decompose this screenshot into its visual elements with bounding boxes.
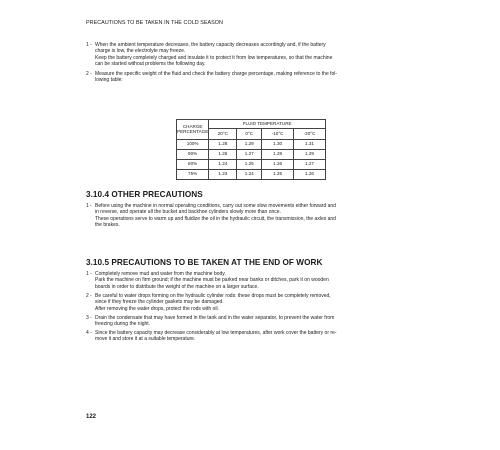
text-line: These operations serve to warm up and fluidize the oil in the hydraulic circuit, the transmission, the axles and xyxy=(95,215,336,222)
value-cell: 1.27 xyxy=(237,150,262,160)
item-number: 1 - xyxy=(86,203,92,209)
section-title-end-of-work: 3.10.5 PRECAUTIONS TO BE TAKEN AT THE END OF WORK xyxy=(86,258,323,267)
text-line: lowing table: xyxy=(95,77,123,84)
charge-cell: 75% xyxy=(177,170,209,180)
item-number: 1 - xyxy=(86,271,92,277)
value-cell: 1.27 xyxy=(294,160,326,170)
table-header-row xyxy=(177,120,326,129)
item-text xyxy=(95,330,337,343)
table-row xyxy=(177,150,326,160)
text-line: Completely remove mud and water from the machine body. xyxy=(95,271,226,277)
value-cell: 1.26 xyxy=(294,170,326,180)
text-line: Drain the condensate that may have formed in the tank and in the water separator, to prevent the water from xyxy=(95,315,335,321)
item-number: 1 - xyxy=(86,42,92,48)
text-line: Since the battery capacity may decrease considerably at low temperatures, after work cover the battery or re- xyxy=(95,330,337,336)
text-line: Before using the machine in normal operating conditions, carry out some slow movements either forward and xyxy=(95,203,336,209)
value-cell: 1.28 xyxy=(209,140,237,150)
value-cell: 1.25 xyxy=(262,170,294,180)
text-line: Keep the battery completely charged and insulate it to protect it from low temperatures, so that the machine xyxy=(95,54,333,61)
text-line: Measure the specific weight of the fluid and check the battery charge percentage, making reference to the fol- xyxy=(95,71,338,77)
temperature-header: -20°C xyxy=(294,129,326,140)
text-line: in reverse, and operate all the bucket and backhoe cylinders slowly more than once. xyxy=(95,209,281,216)
item-text xyxy=(95,42,332,68)
value-cell: 1.25 xyxy=(237,160,262,170)
text-line: since if they freeze the cylinder gaskets may be damaged. xyxy=(95,299,224,306)
text-line: charge is low, the electrolyte may freeze. xyxy=(95,48,186,55)
item-text xyxy=(95,293,331,312)
text-line: move it and store it at a suitable temperature. xyxy=(95,336,196,343)
value-cell: 1.24 xyxy=(209,160,237,170)
value-cell: 1.26 xyxy=(209,150,237,160)
text-line: can be started without problems the following day. xyxy=(95,61,206,68)
battery-charge-table xyxy=(176,119,326,180)
temperature-header: 0°C xyxy=(237,129,262,140)
text-line: freezing during the night. xyxy=(95,321,151,328)
temperature-header: 20°C xyxy=(209,129,237,140)
page-number: 122 xyxy=(86,414,97,420)
text-line: the brakes. xyxy=(95,222,120,229)
charge-cell: 90% xyxy=(177,150,209,160)
table-row xyxy=(177,170,326,180)
text-line: Be careful to water drops forming on the hydraulic cylinder rods: these drops must be completely removed, xyxy=(95,293,331,299)
value-cell: 1.26 xyxy=(262,160,294,170)
fluid-temperature-header: FLUID TEMPERATURE xyxy=(209,120,326,129)
item-number: 3 - xyxy=(86,315,92,321)
value-cell: 1.30 xyxy=(262,140,294,150)
item-text xyxy=(95,315,334,328)
text-line: When the ambient temperature decreases, the battery capacity decreases accordingly and, if the battery xyxy=(95,42,326,48)
section-title-other-precautions: 3.10.4 OTHER PRECAUTIONS xyxy=(86,190,203,199)
item-number: 4 - xyxy=(86,330,92,336)
item-text xyxy=(95,71,337,84)
value-cell: 1.31 xyxy=(294,140,326,150)
charge-percentage-header: CHARGE PERCENTAGE xyxy=(177,120,209,140)
table-row xyxy=(177,140,326,150)
value-cell: 1.29 xyxy=(294,150,326,160)
text-line: Park the machine on firm ground; if the machine must be parked near banks or ditches, park it on wooden xyxy=(95,277,329,284)
value-cell: 1.23 xyxy=(209,170,237,180)
item-number: 2 - xyxy=(86,293,92,299)
temperature-header: -10°C xyxy=(262,129,294,140)
charge-cell: 80% xyxy=(177,160,209,170)
value-cell: 1.28 xyxy=(262,150,294,160)
table-row xyxy=(177,160,326,170)
item-text xyxy=(95,271,329,290)
item-number: 2 - xyxy=(86,71,92,77)
text-line: After removing the water drops, protect the rods with oil. xyxy=(95,305,219,312)
value-cell: 1.24 xyxy=(237,170,262,180)
item-text xyxy=(95,203,336,229)
value-cell: 1.29 xyxy=(237,140,262,150)
charge-cell: 100% xyxy=(177,140,209,150)
text-line: boards in order to distribute the weight of the machine on a larger surface. xyxy=(95,283,259,290)
running-header: PRECAUTIONS TO BE TAKEN IN THE COLD SEASON xyxy=(86,20,223,26)
